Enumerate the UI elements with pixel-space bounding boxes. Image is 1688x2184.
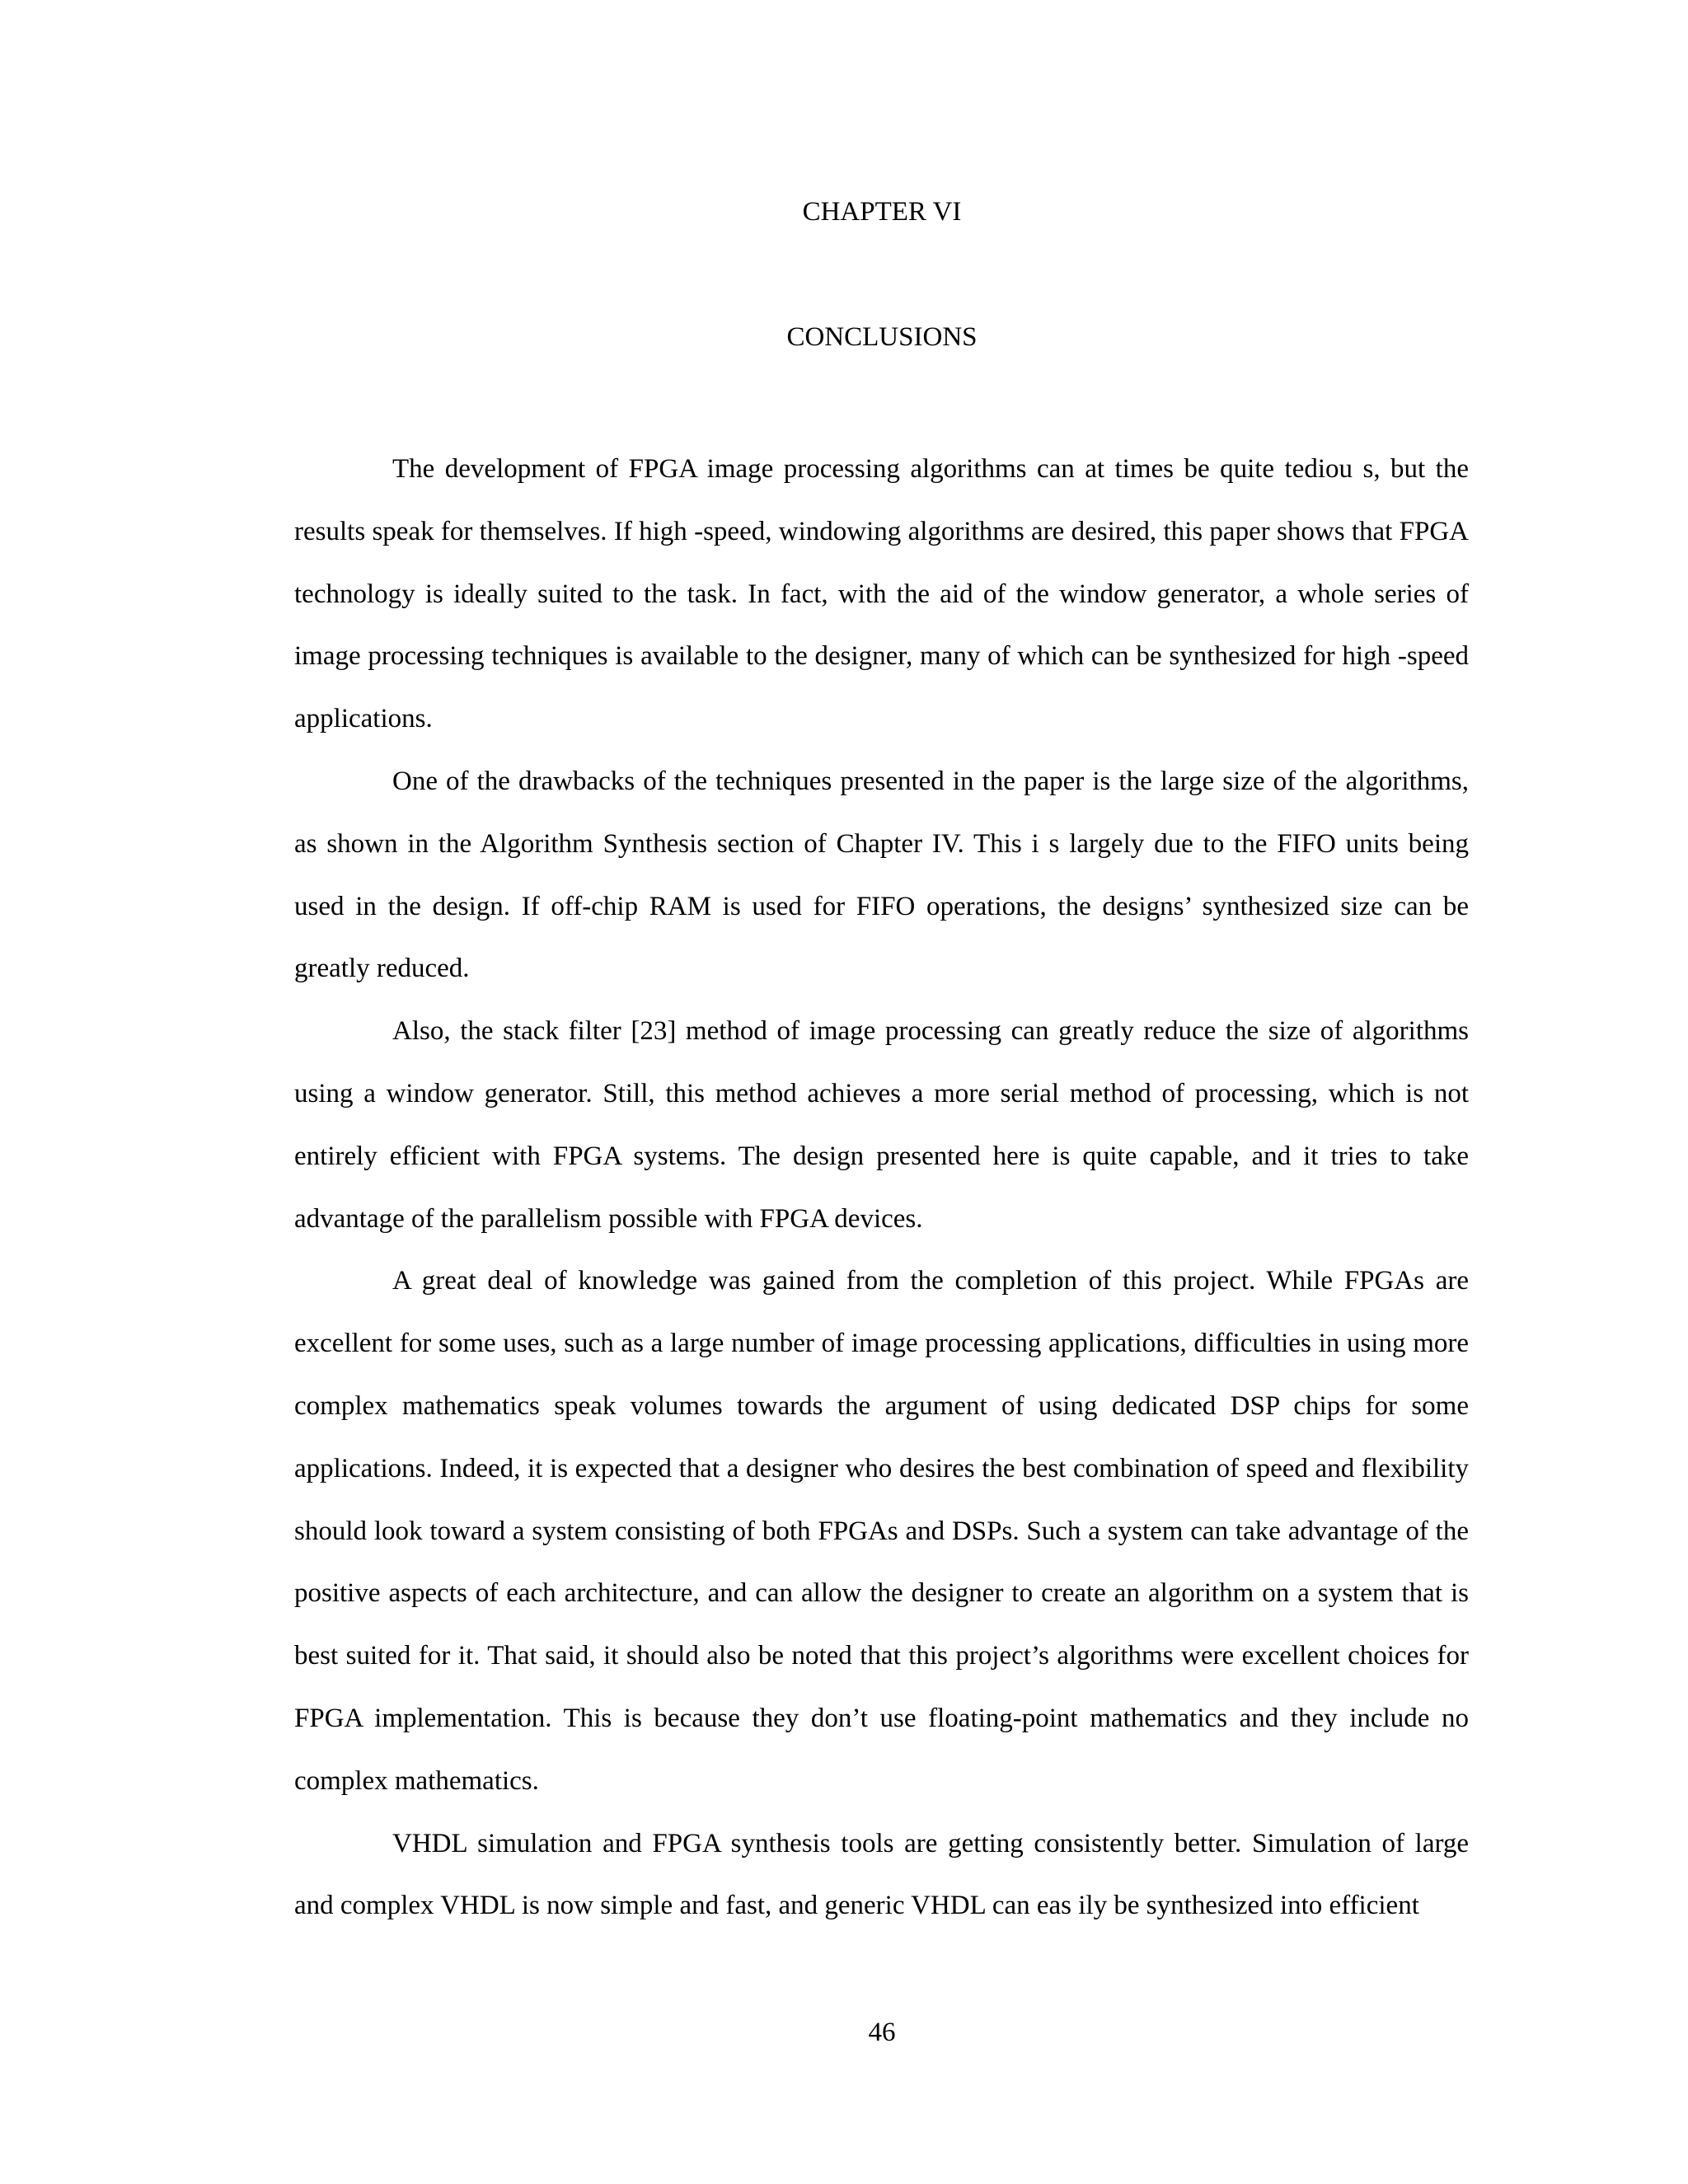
page-number: 46 <box>868 2018 896 2047</box>
chapter-label: CHAPTER VI <box>802 197 962 227</box>
paragraph-vhdl-tools: VHDL simulation and FPGA synthesis tools are getting consistently better. Simulation of large and complex VHDL is now simple and fast, and generic VHDL can eas ily be synthesized into efficient <box>294 1828 1469 1921</box>
paragraph-knowledge-gained: A great deal of knowledge was gained from the completion of this project. While FPGAs are excellent for some uses, such as a large number of image processing applications, difficulties in using more complex mathematics speak volumes towards the argument of using dedicated DSP chips for some applications. Indeed, it is expected that a designer who desires the best combination of speed and flexibility should look toward a system consisting of both FPGAs and DSPs. Such a system can take advantage of the positive aspects of each architecture, and can allow the designer to create an algorithm on a system that is best suited for it. That said, it should also be noted that this project’s algorithms were excellent choices for FPGA implementation. This is because they don’t use floating-point mathematics and they include no complex mathematics. <box>294 1266 1469 1796</box>
paragraph-fpga-development: The development of FPGA image processing algorithms can at times be quite tediou s, but the results speak for themselves. If high -speed, windowing algorithms are desired, this paper shows that FPGA technology is ideally suited to the task. In fact, with the aid of the window generator, a whole series of image processing techniques is available to the designer, many of which can be synthesized for high -speed applications. <box>294 454 1469 734</box>
chapter-title: CONCLUSIONS <box>786 322 978 352</box>
paragraph-stack-filter: Also, the stack filter [23] method of image processing can greatly reduce the size of algorithms using a window generator. Still, this method achieves a more serial method of processing, which is not entirely efficient with FPGA systems. The design presented here is quite capable, and it tries to take advantage of the parallelism possible with FPGA devices. <box>294 1016 1469 1234</box>
paragraph-drawbacks: One of the drawbacks of the techniques presented in the paper is the large size of the algorithms, as shown in the Algorithm Synthesis section of Chapter IV. This i s largely due to the FIFO units being used in the design. If off-chip RAM is used for FIFO operations, the designs’ synthesized size can be greatly reduced. <box>294 766 1469 984</box>
body-text <box>294 438 1469 1938</box>
